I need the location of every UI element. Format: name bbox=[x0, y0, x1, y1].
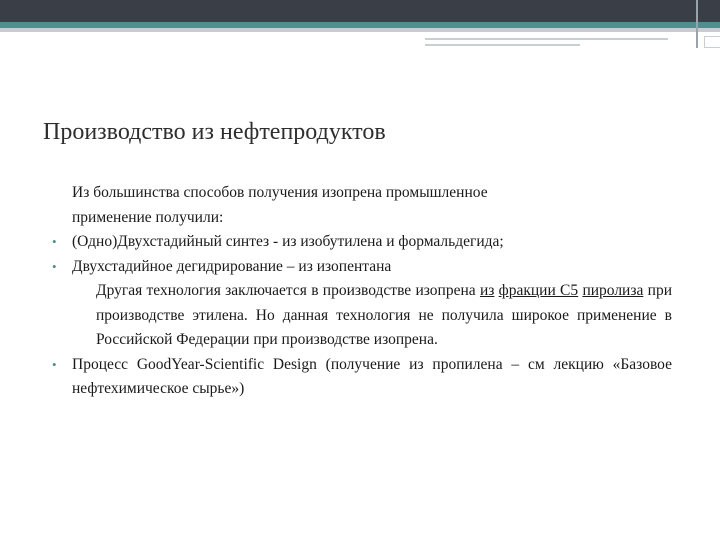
link-pyrolysis[interactable]: пиролиза bbox=[582, 282, 644, 299]
bullet-item bbox=[52, 255, 672, 280]
sub-text-a: Другая технология заключается в производстве изопрена bbox=[96, 282, 480, 299]
bullet-dot-icon: • bbox=[52, 356, 57, 372]
top-bar bbox=[0, 0, 720, 22]
slide-title: Производство из нефтепродуктов bbox=[43, 119, 386, 145]
intro-line-1: Из большинства способов получения изопрена промышленное bbox=[72, 184, 488, 201]
decor-vertical-line bbox=[696, 0, 698, 48]
accent-stripe bbox=[0, 28, 720, 32]
link-fraction[interactable]: фракции С5 bbox=[498, 282, 579, 299]
bullet-text: Процесс GoodYear-Scientific Design (получение из пропилена – см лекцию «Базовое нефтехимическое сырье») bbox=[72, 355, 672, 397]
sub-text-c: при производстве этилена. Но данная технология не получила широкое применение в Российской Федерации при производстве изопрена. bbox=[96, 282, 672, 348]
bullet-dot-icon: • bbox=[52, 258, 57, 274]
bullet-text: (Одно)Двухстадийный синтез - из изобутилена и формальдегида; bbox=[72, 233, 504, 250]
decor-line-short bbox=[425, 44, 580, 46]
bullet-item bbox=[52, 353, 672, 402]
decor-corner bbox=[704, 36, 720, 48]
slide-body bbox=[52, 181, 672, 402]
sub-paragraph bbox=[72, 279, 672, 353]
bullet-dot-icon: • bbox=[52, 234, 57, 249]
bullet-item bbox=[52, 230, 672, 255]
bullet-text: Двухстадийное дегидрирование – из изопентана bbox=[72, 257, 392, 275]
decor-line bbox=[425, 38, 668, 40]
intro-line-2: применение получили: bbox=[72, 208, 224, 226]
link-from[interactable]: из bbox=[479, 282, 495, 299]
